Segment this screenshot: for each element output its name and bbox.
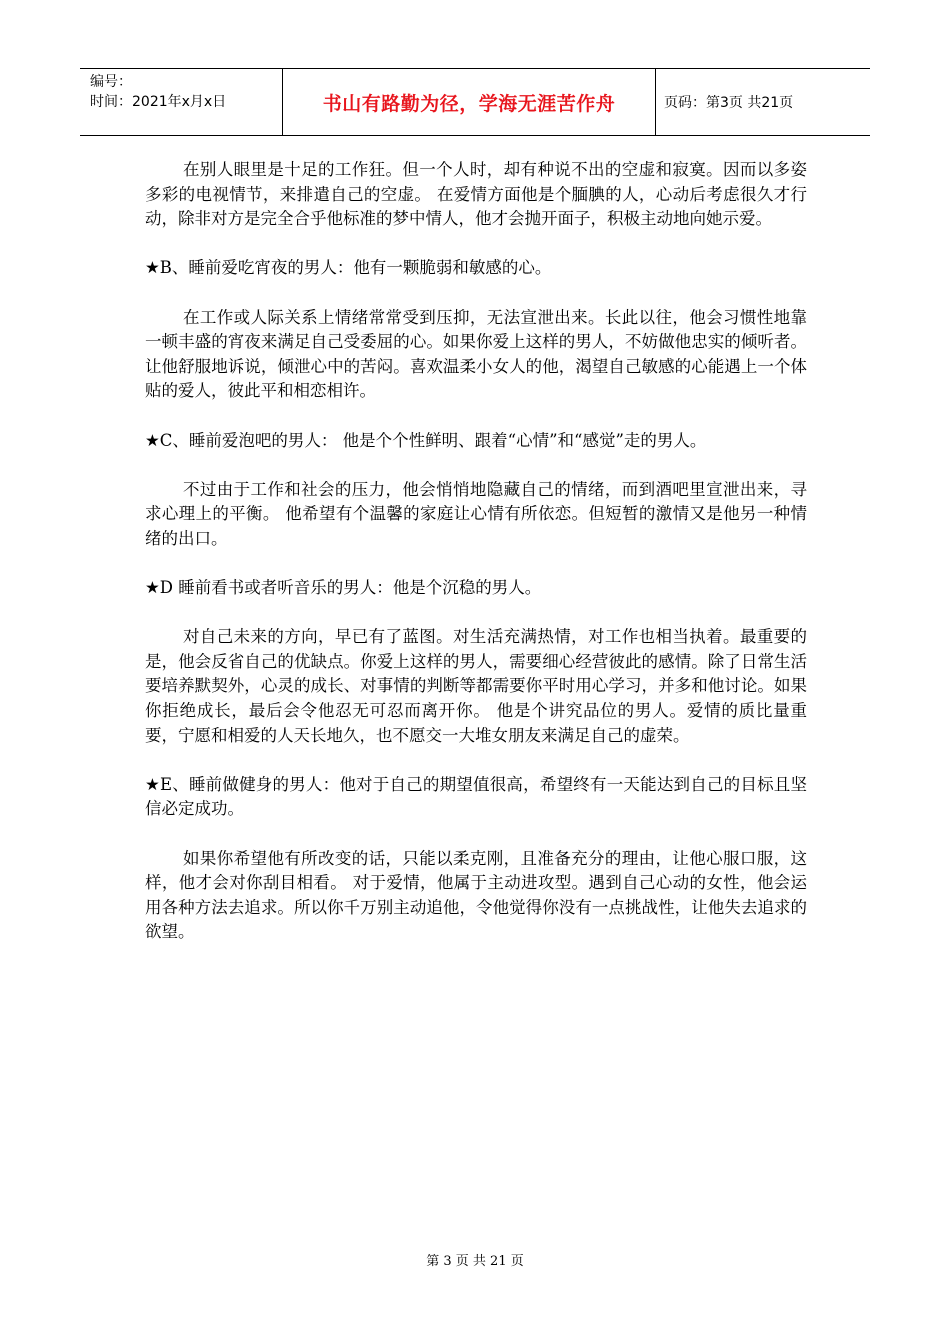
date-label: 时间：2021年x月x日 (90, 94, 227, 110)
header-page-cell (656, 68, 870, 136)
paragraph-intro: 在别人眼里是十足的工作狂。但一个人时，却有种说不出的空虚和寂寞。因而以多姿多彩的电视情节，来排遣自己的空虚。 在爱情方面他是个腼腆的人，心动后考虑很久才行动，除非对方是完全合乎他标准的梦中情人，他才会抛开面子，积极主动地向她示爱。 (145, 160, 807, 229)
page-header (80, 68, 870, 136)
footer-page-number: 第 3 页 共 21 页 (426, 1254, 524, 1269)
header-bottom-rule (80, 135, 870, 136)
paragraph-type-b: 在工作或人际关系上情绪常常受到压抑，无法宣泄出来。长此以往，他会习惯性地靠一顿丰盛的宵夜来满足自己受委屈的心。如果你爱上这样的男人，不妨做他忠实的倾听者。让他舒服地诉说，倾泄心中的苦闷。喜欢温柔小女人的他，渴望自己敏感的心能遇上一个体贴的爱人，彼此平和相恋相许。 (145, 307, 807, 401)
header-meta-cell (80, 68, 283, 136)
header-motto: 书山有路勤为径，学海无涯苦作舟 (322, 92, 616, 115)
heading-type-d: ★D 睡前看书或者听音乐的男人：他是个沉稳的男人。 (145, 578, 542, 598)
heading-type-b: ★B、睡前爱吃宵夜的男人：他有一颗脆弱和敏感的心。 (145, 258, 552, 278)
paragraph-type-d: 对自己未来的方向，早已有了蓝图。对生活充满热情，对工作也相当执着。最重要的是，他会反省自己的优缺点。你爱上这样的男人，需要细心经营彼此的感情。除了日常生活要培养默契外，心灵的成长、对事情的判断等都需要你平时用心学习，并多和他讨论。如果你拒绝成长，最后会令他忍无可忍而离开你。 他是个讲究品位的男人。爱情的质比量重要，宁愿和相爱的人天长地久，也不愿交一大堆女朋友来满足自己的虚荣。 (145, 627, 807, 745)
paragraph-type-c: 不过由于工作和社会的压力，他会悄悄地隐藏自己的情绪，而到酒吧里宣泄出来，寻求心理上的平衡。 他希望有个温馨的家庭让心情有所依恋。但短暂的激情又是他另一种情绪的出口。 (145, 479, 807, 548)
document-body (145, 158, 807, 970)
paragraph-type-e: 如果你希望他有所改变的话，只能以柔克刚，且准备充分的理由，让他心服口服，这样，他才会对你刮目相看。 对于爱情，他属于主动进攻型。遇到自己心动的女性，他会运用各种方法去追求。所以你千万别主动追他，令他觉得你没有一点挑战性，让他失去追求的欲望。 (145, 848, 807, 942)
heading-type-e: ★E、睡前做健身的男人：他对于自己的期望值很高，希望终有一天能达到自己的目标且坚信必定成功。 (145, 774, 807, 819)
page-footer (0, 1250, 950, 1269)
heading-type-c: ★C、睡前爱泡吧的男人： 他是个个性鲜明、跟着“心情”和“感觉”走的男人。 (145, 430, 707, 450)
header-motto-cell (283, 68, 656, 136)
serial-number-label: 编号： (90, 74, 132, 90)
header-page-info: 页码：第3页 共21页 (664, 95, 794, 111)
